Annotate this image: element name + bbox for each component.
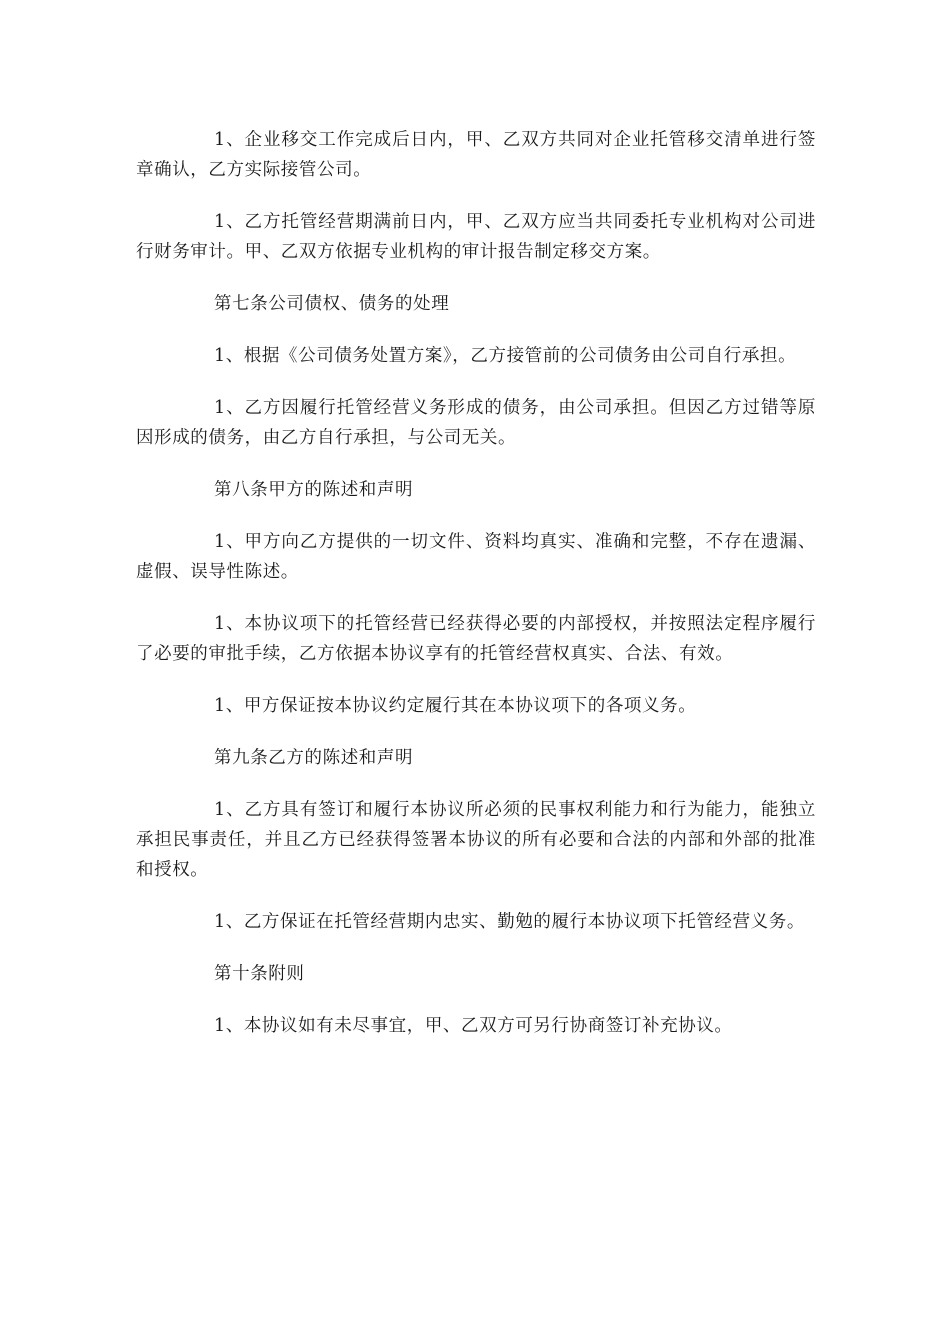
- section-heading-article-9: 第九条乙方的陈述和声明: [214, 748, 414, 768]
- section-heading-article-8: 第八条甲方的陈述和声明: [214, 480, 414, 500]
- paragraph-debt-plan: 1、根据《公司债务处置方案》，乙方接管前的公司债务由公司自行承担。: [214, 346, 797, 366]
- document-page: [136, 125, 816, 1063]
- paragraph-party-b-capacity: 1、乙方具有签订和履行本协议所必须的民事权利能力和行为能力，能独立承担民事责任，并且乙方已经获得签署本协议的所有必要和合法的内部和外部的批准和授权。: [136, 800, 816, 880]
- paragraph-financial-audit: 1、乙方托管经营期满前日内，甲、乙双方应当共同委托专业机构对公司进行财务审计。甲、乙双方依据专业机构的审计报告制定移交方案。: [136, 212, 816, 262]
- paragraph-party-a-authorization: 1、本协议项下的托管经营已经获得必要的内部授权，并按照法定程序履行了必要的审批手续，乙方依据本协议享有的托管经营权真实、合法、有效。: [136, 614, 816, 664]
- paragraph-party-b-diligence: 1、乙方保证在托管经营期内忠实、勤勉的履行本协议项下托管经营义务。: [214, 912, 805, 932]
- paragraph-party-a-obligations: 1、甲方保证按本协议约定履行其在本协议项下的各项义务。: [214, 696, 697, 716]
- paragraph-debt-responsibility: 1、乙方因履行托管经营义务形成的债务，由公司承担。但因乙方过错等原因形成的债务，由乙方自行承担，与公司无关。: [136, 398, 816, 448]
- paragraph-supplementary-agreement: 1、本协议如有未尽事宜，甲、乙双方可另行协商签订补充协议。: [214, 1016, 733, 1036]
- section-heading-article-10: 第十条附则: [214, 964, 305, 984]
- section-heading-article-7: 第七条公司债权、债务的处理: [214, 294, 450, 314]
- paragraph-party-a-documents: 1、甲方向乙方提供的一切文件、资料均真实、准确和完整，不存在遗漏、虚假、误导性陈述。: [136, 532, 816, 582]
- paragraph-handover-confirmation: 1、企业移交工作完成后日内，甲、乙双方共同对企业托管移交清单进行签章确认，乙方实际接管公司。: [136, 130, 816, 180]
